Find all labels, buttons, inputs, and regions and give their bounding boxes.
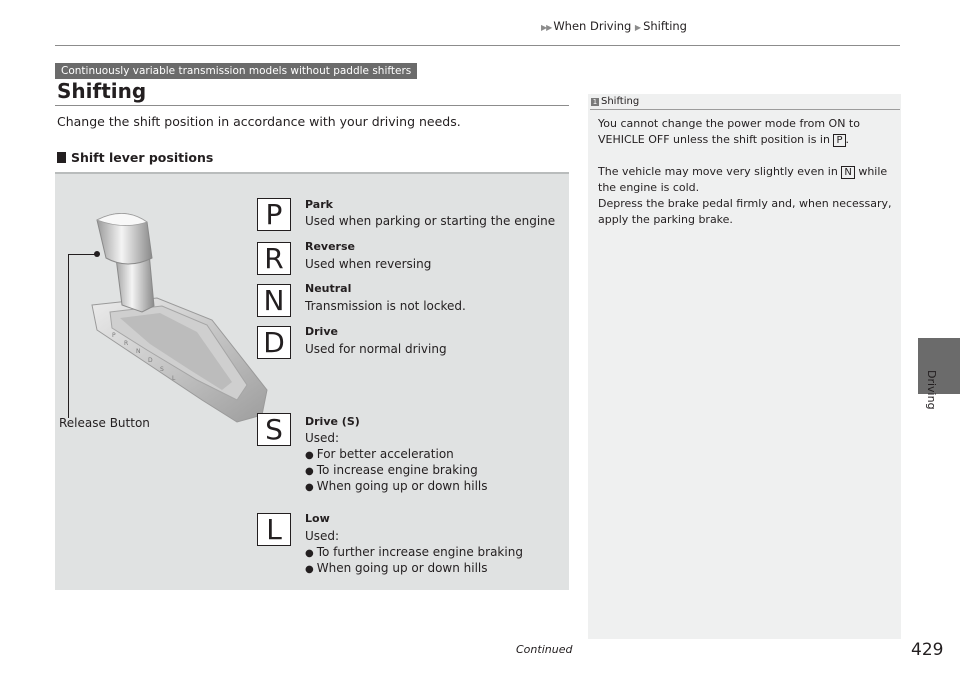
sidebar-line: the engine is cold. (598, 181, 700, 194)
gear-s-desc: Used: (305, 431, 340, 445)
double-triangle-icon: ▶▶ (541, 23, 552, 32)
sidebar-divider (590, 109, 900, 110)
key-p-badge: P (833, 134, 845, 147)
section-heading: Shift lever positions (57, 150, 213, 165)
gear-p-badge: P (257, 198, 291, 231)
panel-top-border (55, 172, 569, 174)
gear-d-name: Drive (305, 325, 338, 338)
intro-text: Change the shift position in accordance with your driving needs. (57, 114, 461, 129)
shift-lever-illustration (62, 210, 277, 430)
gear-l-bullet: ● To further increase engine braking (305, 545, 523, 559)
svg-text:D: D (148, 357, 153, 364)
sidebar-line: VEHICLE OFF unless the shift position is in P . (598, 133, 849, 146)
callout-line-horizontal (68, 254, 96, 255)
gear-s-name: Drive (S) (305, 415, 360, 428)
page-number: 429 (911, 640, 944, 660)
gear-l-name: Low (305, 512, 330, 525)
gear-s-bullet: ● To increase engine braking (305, 463, 478, 477)
gear-n-badge: N (257, 284, 291, 317)
svg-text:P: P (112, 332, 116, 339)
gear-s-bullet: ● When going up or down hills (305, 479, 488, 493)
svg-text:L: L (172, 375, 176, 382)
title-divider (55, 105, 569, 106)
bullet-dot-icon: ● (305, 482, 314, 493)
callout-line (68, 254, 69, 418)
gear-r-badge: R (257, 242, 291, 275)
svg-text:N: N (136, 348, 141, 355)
release-button-label: Release Button (59, 416, 150, 430)
gear-l-badge: L (257, 513, 291, 546)
square-bullet-icon (57, 152, 66, 163)
continued-label: Continued (516, 643, 573, 656)
key-n-badge: N (841, 166, 854, 179)
gear-r-name: Reverse (305, 240, 355, 253)
gear-l-bullet: ● When going up or down hills (305, 561, 488, 575)
bullet-dot-icon: ● (305, 548, 314, 559)
chapter-tab-label: Driving (925, 370, 938, 410)
bullet-dot-icon: ● (305, 450, 314, 461)
breadcrumb (541, 19, 687, 33)
gear-s-bullet: ● For better acceleration (305, 447, 454, 461)
note-icon: 1 (592, 98, 598, 106)
header-divider (55, 45, 900, 46)
gear-d-badge: D (257, 326, 291, 359)
page-title: Shifting (57, 79, 147, 103)
model-tag: Continuously variable transmission models without paddle shifters (55, 63, 417, 79)
gear-s-badge: S (257, 413, 291, 446)
sidebar-line: Depress the brake pedal firmly and, when necessary, (598, 197, 892, 210)
sidebar-heading: 1 Shifting (592, 96, 640, 107)
bullet-dot-icon: ● (305, 564, 314, 575)
svg-text:S: S (160, 366, 164, 373)
callout-dot (94, 251, 100, 257)
sidebar-line: The vehicle may move very slightly even in N while (598, 165, 888, 178)
breadcrumb-when-driving[interactable]: When Driving (553, 19, 632, 33)
gear-p-name: Park (305, 198, 333, 211)
sidebar-line: apply the parking brake. (598, 213, 733, 226)
gear-r-desc: Used when reversing (305, 257, 432, 271)
gear-d-desc: Used for normal driving (305, 342, 447, 356)
sidebar-line: You cannot change the power mode from ON to (598, 117, 860, 130)
triangle-icon: ▶ (632, 23, 642, 32)
gear-l-desc: Used: (305, 529, 340, 543)
bullet-dot-icon: ● (305, 466, 314, 477)
svg-text:R: R (124, 340, 129, 347)
gear-p-desc: Used when parking or starting the engine (305, 214, 556, 228)
gear-n-name: Neutral (305, 282, 352, 295)
gear-n-desc: Transmission is not locked. (305, 299, 466, 313)
breadcrumb-shifting[interactable]: Shifting (643, 19, 687, 33)
